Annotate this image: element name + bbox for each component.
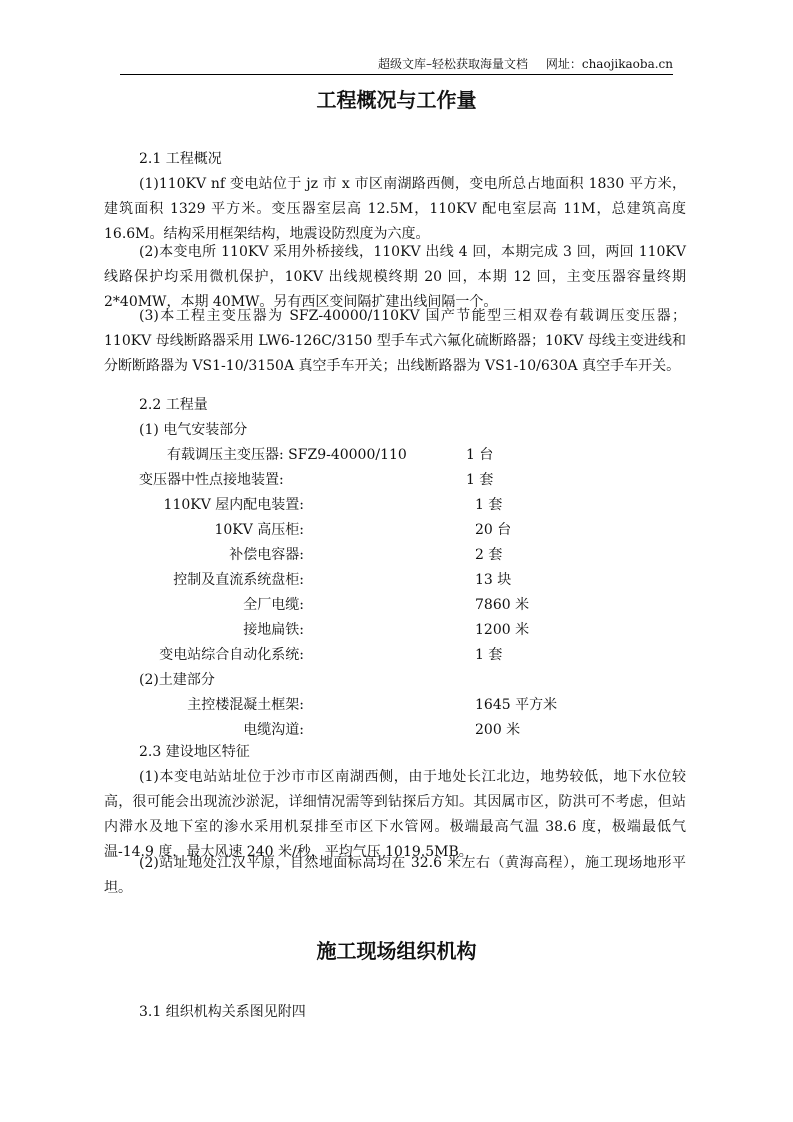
paragraph-2-3-2: (2)站址地处江汉平原，自然地面标高均在 32.6 米左右（黄海高程），施工现场地形平坦。 — [104, 855, 686, 896]
heading-2-1: 2.1 工程概况 — [139, 151, 222, 167]
item-label: 控制及直流系统盘柜: — [173, 572, 304, 588]
paragraph-2-1-2: (2)本变电所 110KV 采用外桥接线，110KV 出线 4 回，本期完成 3 回，两回 110KV 线路保护均采用微机保护，10KV 出线规模终期 20 回，本期 12 回，主变压器容量终期 2*40MW，本期 40MW。另有西区变间隔扩建出线间隔一个。 — [104, 244, 686, 310]
item-qty: 1200 米 — [475, 622, 530, 638]
item-label: 电缆沟道: — [243, 722, 304, 738]
page-header — [120, 56, 673, 75]
item-label: 接地扁铁: — [243, 622, 304, 638]
item-qty: 13 块 — [475, 572, 512, 588]
item-label: 主控楼混凝土框架: — [187, 697, 304, 713]
heading-3-1: 3.1 组织机构关系图见附四 — [139, 1004, 306, 1020]
header-url: 网址：chaojikaoba.cn — [545, 57, 673, 71]
item-qty: 1 套 — [475, 497, 503, 513]
item-qty: 1645 平方米 — [475, 697, 558, 713]
item-qty: 20 台 — [475, 522, 512, 538]
heading-civil: (2)土建部分 — [139, 672, 215, 688]
heading-2-3: 2.3 建设地区特征 — [139, 744, 250, 760]
section-title-organization: 施工现场组织机构 — [316, 939, 477, 963]
header-site-name: 超级文库–轻松获取海量文档 — [378, 57, 529, 71]
item-qty: 1 套 — [466, 472, 494, 488]
item-qty: 2 套 — [475, 547, 503, 563]
paragraph-2-1-1: (1)110KV nf 变电站位于 jz 市 x 市区南湖路西侧，变电所总占地面积 1830 平方米，建筑面积 1329 平方米。变压器室层高 12.5M，110KV 配电室层高 11M，总建筑高度 16.6M。结构采用框架结构，地震设防烈度为六度。 — [104, 176, 686, 242]
item-qty: 1 套 — [475, 647, 503, 663]
item-label: 10KV 高压柜: — [214, 522, 304, 538]
paragraph-2-1-3: (3)本工程主变压器为 SFZ-40000/110KV 国产节能型三相双卷有载调压变压器；110KV 母线断路器采用 LW6-126C/3150 型手车式六氟化硫断路器；10KV 母线主变进线和分断断路器为 VS1-10/3150A 真空手车开关；出线断路器为 VS1-10/630A 真空手车开关。 — [104, 308, 686, 374]
item-qty: 1 台 — [466, 447, 494, 463]
paragraph-2-3-1: (1)本变电站站址位于沙市市区南湖西侧，由于地处长江北边，地势较低，地下水位较高，很可能会出现流沙淤泥，详细情况需等到钻探后方知。其因属市区，防洪可不考虑，但站内滞水及地下室的渗水采用机泵排至市区下水管网。极端最高气温 38.6 度，极端最低气温-14.9 度，最大风速 240 米/秒，平均气压 1019.5MB。 — [104, 769, 686, 860]
item-label: 全厂电缆: — [243, 597, 304, 613]
item-label: 补偿电容器: — [229, 547, 304, 563]
heading-2-2: 2.2 工程量 — [139, 397, 208, 413]
item-label: 变电站综合自动化系统: — [159, 647, 304, 663]
item-label: 有载调压主变压器: SFZ9-40000/110 — [167, 447, 407, 463]
item-label: 110KV 屋内配电装置: — [163, 497, 304, 513]
item-qty: 200 米 — [475, 722, 521, 738]
heading-electrical: (1) 电气安装部分 — [139, 422, 248, 438]
item-qty: 7860 米 — [475, 597, 530, 613]
section-title-overview: 工程概况与工作量 — [316, 88, 477, 112]
item-label: 变压器中性点接地装置: — [139, 472, 284, 488]
